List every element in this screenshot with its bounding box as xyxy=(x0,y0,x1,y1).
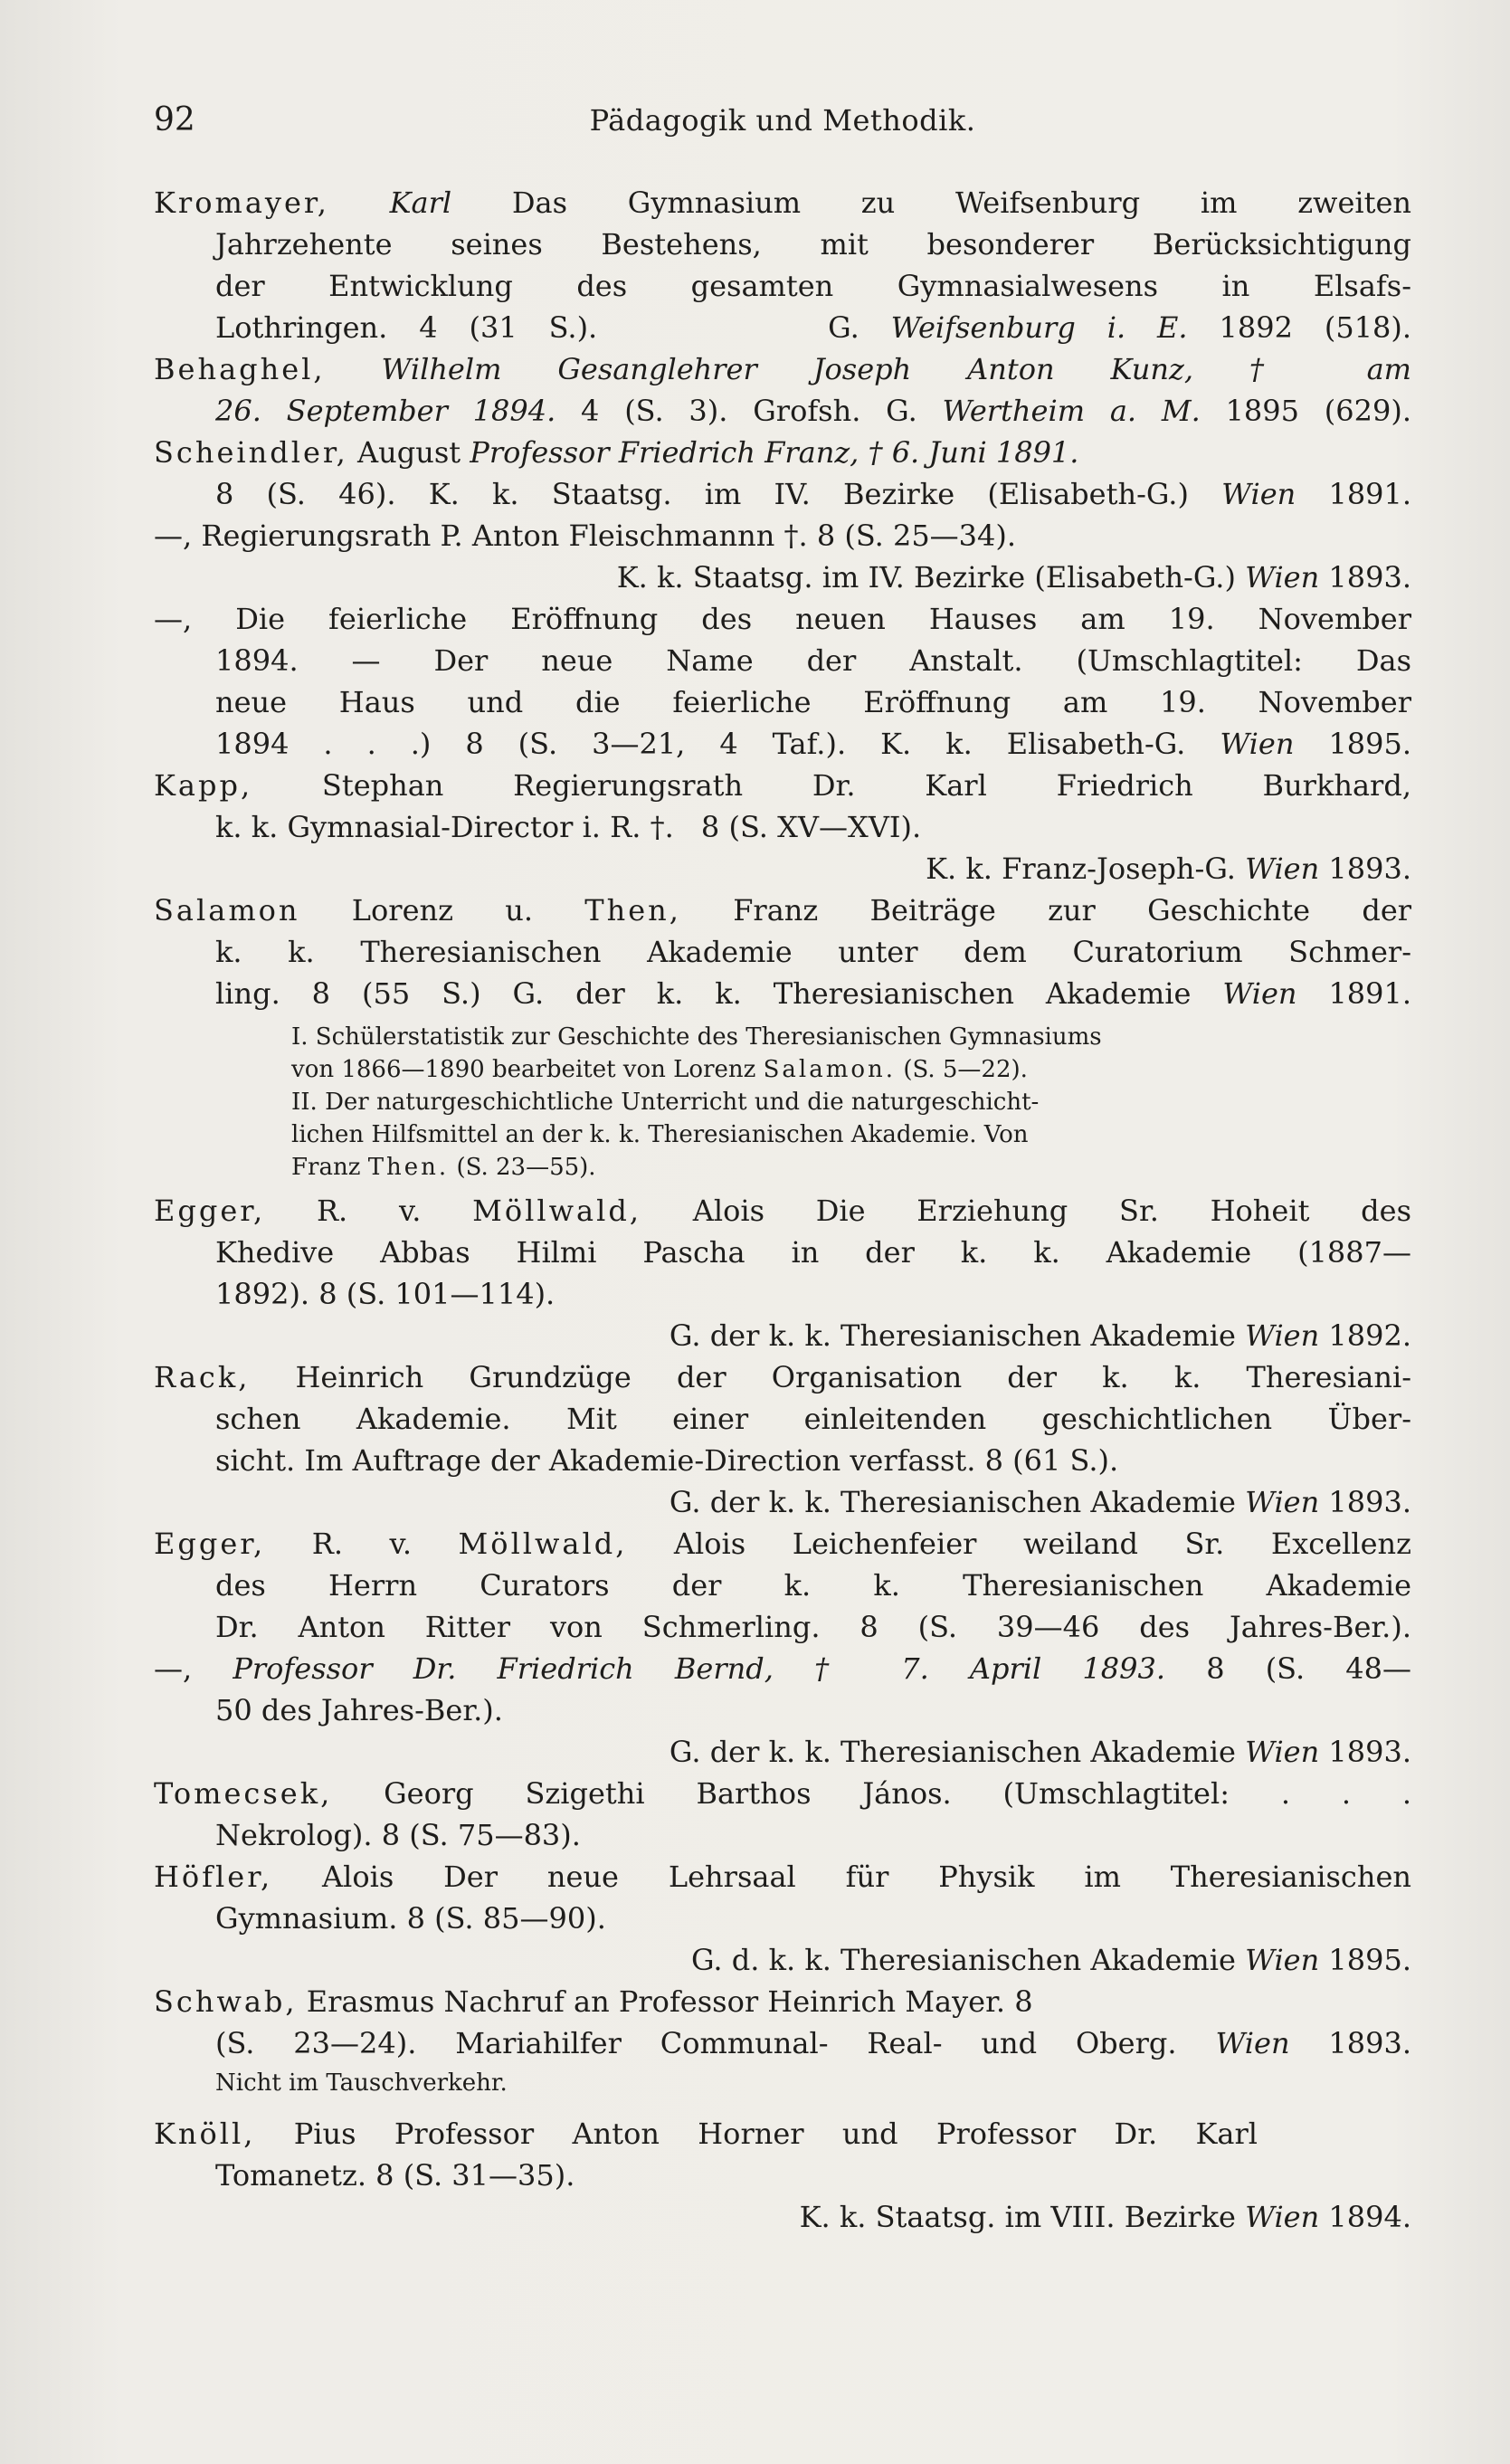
entry-scheindler-line-2: 8 (S. 46). K. k. Staatsg. im IV. Bezirke (Elisabeth-G.) Wien 1891. xyxy=(215,477,1412,511)
entry-schwab-line-1: Schwab, Erasmus Nachruf an Professor Heinrich Mayer. 8 xyxy=(154,1984,1033,2019)
entry-behaghel-line-1: Behaghel, Wilhelm Gesanglehrer Joseph Anton Kunz, † am xyxy=(154,352,1412,386)
entry-egger2-line-3: Dr. Anton Ritter von Schmerling. 8 (S. 39—46 des Jahres-Ber.). xyxy=(215,1610,1411,1644)
entry-hoefler-line-3: G. d. k. k. Theresianischen Akademie Wien 1895. xyxy=(690,1943,1411,1977)
entry-kapp-line-3: K. k. Franz-Joseph-G. Wien 1893. xyxy=(926,851,1411,886)
entry-egger2-line-2: des Herrn Curators der k. k. Theresianischen Akademie xyxy=(215,1568,1411,1603)
entry-scheindler-line-7: neue Haus und die feierliche Eröffnung am 19. November xyxy=(215,685,1411,719)
running-title: Pädagogik und Methodik. xyxy=(589,103,976,138)
entry-salamon-note-4: lichen Hilfsmittel an der k. k. Theresianischen Akademie. Von xyxy=(291,1121,1029,1148)
entry-salamon-line-3: ling. 8 (55 S.) G. der k. k. Theresianischen Akademie Wien 1891. xyxy=(215,976,1412,1011)
entry-kromayer-line-1: Kromayer, Karl Das Gymnasium zu Weifsenburg im zweiten xyxy=(154,186,1412,220)
entry-hoefler-line-1: Höfler, Alois Der neue Lehrsaal für Physik im Theresianischen xyxy=(154,1860,1412,1894)
entry-egger1-line-2: Khedive Abbas Hilmi Pascha in der k. k. Akademie (1887— xyxy=(215,1235,1411,1270)
entry-rack-line-2: schen Akademie. Mit einer einleitenden geschichtlichen Über- xyxy=(215,1402,1411,1436)
entry-hoefler-line-2: Gymnasium. 8 (S. 85—90). xyxy=(215,1901,606,1936)
entry-kapp-line-1: Kapp, Stephan Regierungsrath Dr. Karl Friedrich Burkhard, xyxy=(154,768,1412,803)
entry-salamon-line-1: Salamon Lorenz u. Then, Franz Beiträge zur Geschichte der xyxy=(154,893,1412,928)
entry-scheindler-line-6: 1894. — Der neue Name der Anstalt. (Umschlagtitel: Das xyxy=(215,643,1411,678)
entry-egger2-line-6: G. der k. k. Theresianischen Akademie Wien 1893. xyxy=(669,1735,1411,1769)
entry-scheindler-line-1: Scheindler, August Professor Friedrich Franz, † 6. Juni 1891. xyxy=(154,435,1079,470)
entry-egger2-line-1: Egger, R. v. Möllwald, Alois Leichenfeier weiland Sr. Excellenz xyxy=(154,1527,1412,1561)
entry-egger1-line-4: G. der k. k. Theresianischen Akademie Wien 1892. xyxy=(669,1318,1411,1353)
entry-salamon-note-3: II. Der naturgeschichtliche Unterricht und die naturgeschicht- xyxy=(291,1089,1040,1116)
page-number: 92 xyxy=(154,101,195,138)
entry-egger2-line-4: —, Professor Dr. Friedrich Bernd, † 7. April 1893. 8 (S. 48— xyxy=(154,1651,1412,1686)
entry-salamon-note-2: von 1866—1890 bearbeitet von Lorenz Salamon. (S. 5—22). xyxy=(291,1056,1028,1083)
entry-rack-line-1: Rack, Heinrich Grundzüge der Organisation der k. k. Theresiani- xyxy=(154,1360,1412,1394)
entry-scheindler-line-8: 1894 . . .) 8 (S. 3—21, 4 Taf.). K. k. Elisabeth-G. Wien 1895. xyxy=(215,727,1412,761)
page-header xyxy=(154,101,1411,147)
entry-scheindler-line-4: K. k. Staatsg. im IV. Bezirke (Elisabeth-G.) Wien 1893. xyxy=(616,560,1411,595)
entry-kromayer-line-4: Lothringen. 4 (31 S.). G. Weifsenburg i. E. 1892 (518). xyxy=(215,310,1412,345)
entry-knoell-line-3: K. k. Staatsg. im VIII. Bezirke Wien 1894. xyxy=(799,2200,1411,2234)
entry-egger1-line-3: 1892). 8 (S. 101—114). xyxy=(215,1277,556,1311)
entry-egger1-line-1: Egger, R. v. Möllwald, Alois Die Erziehung Sr. Hoheit des xyxy=(154,1194,1412,1228)
entry-rack-line-3: sicht. Im Auftrage der Akademie-Direction verfasst. 8 (61 S.). xyxy=(215,1443,1119,1478)
entry-schwab-line-2: (S. 23—24). Mariahilfer Communal- Real- und Oberg. Wien 1893. xyxy=(215,2026,1412,2060)
entry-tomecsek-line-2: Nekrolog). 8 (S. 75—83). xyxy=(215,1818,581,1852)
entry-scheindler-line-5: —, Die feierliche Eröffnung des neuen Hauses am 19. November xyxy=(154,602,1411,636)
entry-rack-line-4: G. der k. k. Theresianischen Akademie Wien 1893. xyxy=(669,1485,1411,1519)
entry-knoell-line-1: Knöll, Pius Professor Anton Horner und Professor Dr. Karl xyxy=(154,2117,1258,2151)
entry-schwab-note: Nicht im Tauschverkehr. xyxy=(215,2069,508,2097)
entry-tomecsek-line-1: Tomecsek, Georg Szigethi Barthos János. (Umschlagtitel: . . . xyxy=(154,1776,1412,1811)
entry-egger2-line-5: 50 des Jahres-Ber.). xyxy=(215,1693,503,1727)
entry-scheindler-line-3: —, Regierungsrath P. Anton Fleischmannn †. 8 (S. 25—34). xyxy=(154,518,1017,553)
entry-salamon-note-1: I. Schülerstatistik zur Geschichte des Theresianischen Gymnasiums xyxy=(291,1023,1102,1051)
entry-kapp-line-2: k. k. Gymnasial-Director i. R. †. 8 (S. XV—XVI). xyxy=(215,810,922,844)
entry-salamon-line-2: k. k. Theresianischen Akademie unter dem Curatorium Schmer- xyxy=(215,935,1411,969)
entry-knoell-line-2: Tomanetz. 8 (S. 31—35). xyxy=(215,2158,575,2193)
entry-behaghel-line-2: 26. September 1894. 4 (S. 3). Grofsh. G. Wertheim a. M. 1895 (629). xyxy=(215,394,1411,428)
entry-salamon-note-5: Franz Then. (S. 23—55). xyxy=(291,1154,596,1181)
entry-kromayer-line-2: Jahrzehente seines Bestehens, mit besonderer Berücksichtigung xyxy=(215,227,1411,262)
entry-kromayer-line-3: der Entwicklung des gesamten Gymnasialwesens in Elsafs- xyxy=(215,269,1411,303)
